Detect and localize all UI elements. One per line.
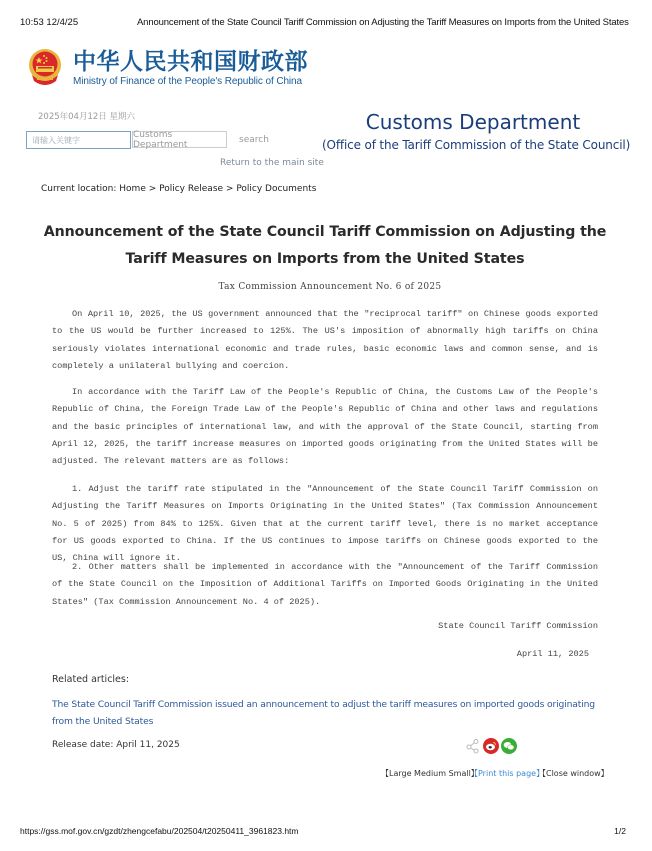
logo-name-cn: 中华人民共和国财政部 xyxy=(73,49,308,75)
article-title xyxy=(40,219,610,273)
article-paragraph xyxy=(52,384,598,470)
return-main-site-link[interactable]: Return to the main site xyxy=(220,158,324,168)
article-paragraph xyxy=(52,306,598,375)
paragraph-text: In accordance with the Tariff Law of the People's Republic of China, the Customs Law of the People's Republic of China, the Foreign Trade Law of the People's Republic of China and other laws and regulations and the basic principles of international law, and with the approval of the State Council, starting from April 12, 2025, the tariff increase measures on imported goods originating from the United States will be adjusted. The relevant matters are as follows: xyxy=(52,387,598,467)
document-number: Tax Commission Announcement No. 6 of 2025 xyxy=(218,282,442,292)
wechat-icon[interactable] xyxy=(501,738,517,754)
article-title-line-2: Tariff Measures on Imports from the United States xyxy=(125,251,525,267)
search-scope-select[interactable]: Customs Department xyxy=(132,131,227,148)
article-paragraph xyxy=(52,559,598,611)
current-date: 2025年04月12日 星期六 xyxy=(38,112,135,122)
print-page-title: Announcement of the State Council Tariff Commission on Adjusting the Tariff Measures on Imports from the United States xyxy=(137,17,629,28)
paragraph-text: 1. Adjust the tariff rate stipulated in the "Announcement of the State Council Tariff Commission on Adjusting the Tariff Measures on Imports Originating in the United States" (Tax Commission Announcement No. 5 of 2025) from 84% to 125%. Given that at the current tariff level, there is no market acceptance for US goods exported to China. If the US continues to impose tariffs on Chinese goods exported to the US, China will ignore it. xyxy=(52,484,598,564)
close-window-button[interactable]: 【Close window】 xyxy=(538,769,609,778)
department-title: Customs Department xyxy=(365,110,581,134)
print-footer-url: https://gss.mof.gov.cn/gzdt/zhengcefabu/202504/t20250411_3961823.htm xyxy=(20,826,299,836)
logo-name-en: Ministry of Finance of the People's Republic of China xyxy=(73,76,302,87)
breadcrumb xyxy=(41,184,316,194)
article-title-line-1: Announcement of the State Council Tariff Commission on Adjusting the xyxy=(43,224,607,240)
signature: State Council Tariff Commission xyxy=(438,621,598,631)
breadcrumb-prefix: Current location: xyxy=(41,184,120,194)
search-button[interactable]: search xyxy=(239,135,269,145)
search-input[interactable] xyxy=(26,131,131,149)
print-timestamp: 10:53 12/4/25 xyxy=(20,17,79,28)
paragraph-text: On April 10, 2025, the US government announced that the "reciprocal tariff" on Chinese goods exported to the US would be further increased to 125%. The US's imposition of abnormally high tariffs on China seriously violates international economic and trade rules, basic economic laws and common sense, and is completely a unilateral bullying and coercion. xyxy=(52,309,598,371)
breadcrumb-separator: > xyxy=(145,184,160,194)
breadcrumb-item-policy-release[interactable]: Policy Release xyxy=(159,184,224,194)
national-emblem-icon xyxy=(26,47,64,89)
print-page-number: 1/2 xyxy=(614,826,626,836)
article-paragraph xyxy=(52,481,598,567)
paragraph-text: 2. Other matters shall be implemented in accordance with the "Announcement of the Tariff Commission of the State Council on the Imposition of Additional Tariffs on Imported Goods Originating in the United States" (Tax Commission Announcement No. 4 of 2025). xyxy=(52,562,598,607)
print-page-button[interactable]: 【Print this page】 xyxy=(470,769,545,778)
breadcrumb-item-home[interactable]: Home xyxy=(119,184,146,194)
share-icon[interactable] xyxy=(465,738,481,754)
signature-date: April 11, 2025 xyxy=(516,649,589,659)
site-logo[interactable] xyxy=(26,44,308,92)
related-articles-label: Related articles: xyxy=(52,674,130,685)
breadcrumb-item-policy-documents[interactable]: Policy Documents xyxy=(236,184,317,194)
release-date: Release date: April 11, 2025 xyxy=(52,740,180,750)
weibo-icon[interactable] xyxy=(483,738,499,754)
share-bar xyxy=(465,738,517,754)
related-article-link[interactable]: The State Council Tariff Commission issued an announcement to adjust the tariff measures on imported goods originating from the United States xyxy=(52,699,595,727)
breadcrumb-separator: > xyxy=(223,184,237,194)
department-subtitle: (Office of the Tariff Commission of the State Council) xyxy=(322,138,631,152)
font-size-toggle[interactable]: 【Large Medium Small】 xyxy=(381,769,479,778)
